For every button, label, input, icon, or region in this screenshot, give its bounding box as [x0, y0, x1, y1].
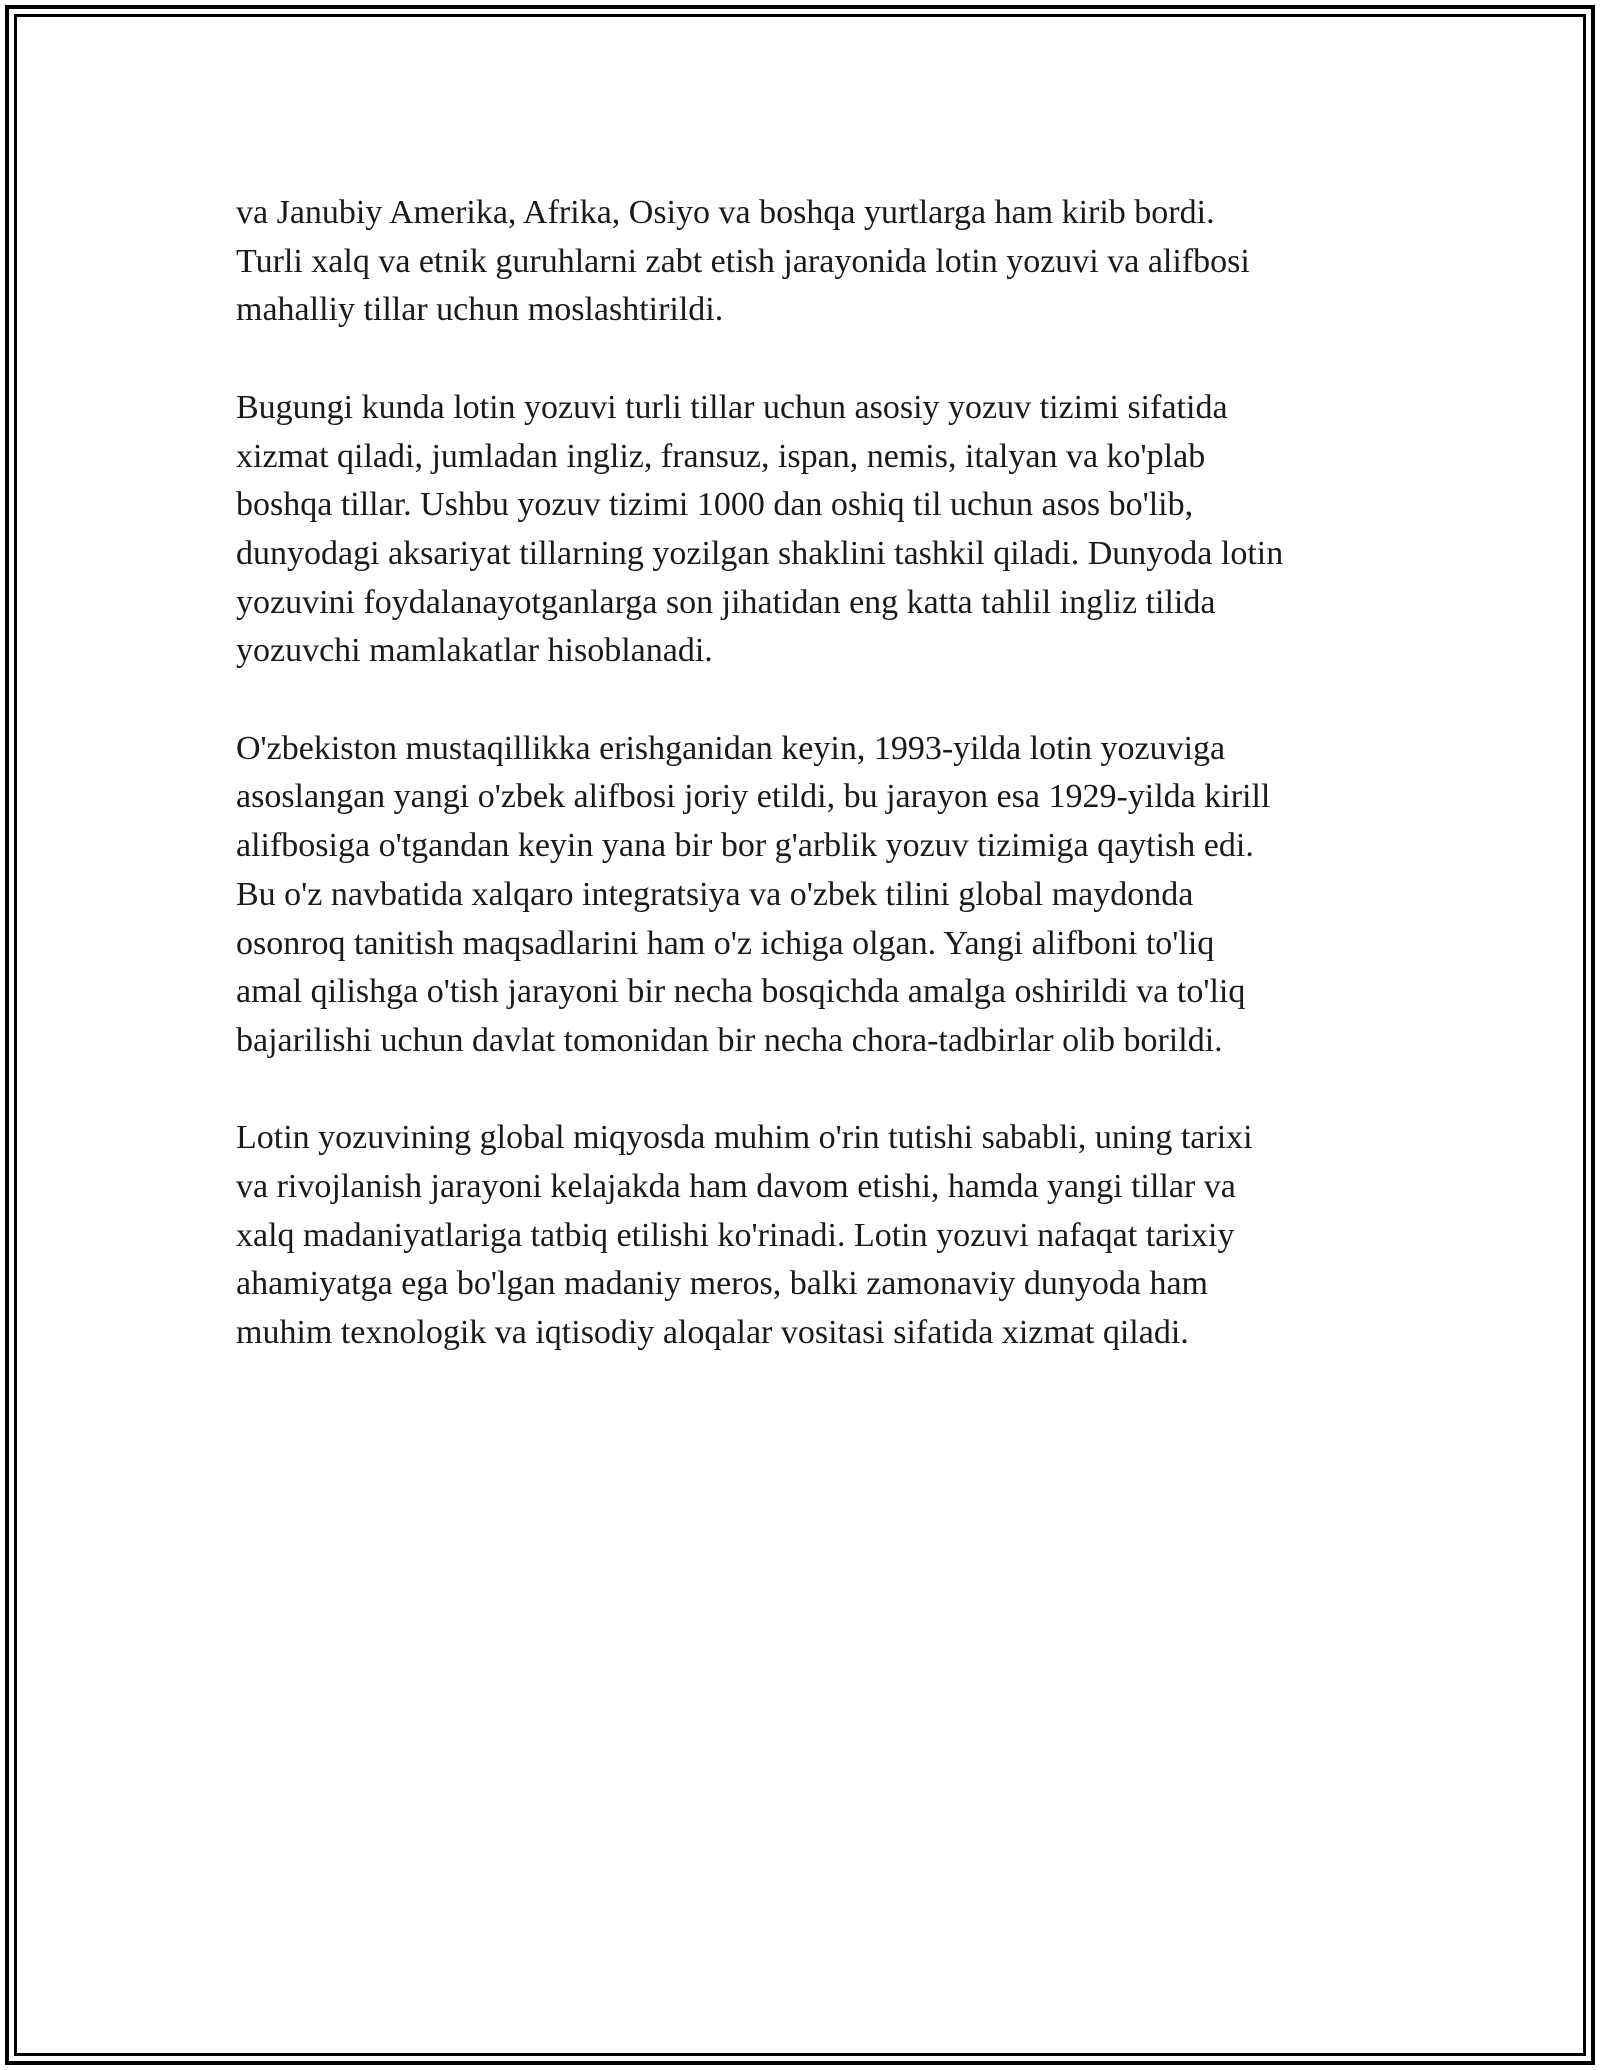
paragraph-3: O'zbekiston mustaqillikka erishganidan keyin, 1993-yilda lotin yozuviga asoslangan yangi o'zbek alifbosi joriy etildi, bu jarayon esa 1929-yilda kirill alifbosiga o'tgandan keyin yana bir bor g'arblik yozuv tizimiga qaytish edi. Bu o'z navbatida xalqaro integratsiya va o'zbek tilini global maydonda osonroq tanitish maqsadlarini ham o'z ichiga olgan. Yangi alifboni to'liq amal qilishga o'tish jarayoni bir necha bosqichda amalga oshirildi va to'liq bajarilishi uchun davlat tomonidan bir necha chora-tadbirlar olib borildi. [236, 729, 1271, 1059]
document-body [236, 189, 1386, 1407]
paragraph-2: Bugungi kunda lotin yozuvi turli tillar uchun asosiy yozuv tizimi sifatida xizmat qiladi, jumladan ingliz, fransuz, ispan, nemis, italyan va ko'plab boshqa tillar. Ushbu yozuv tizimi 1000 dan oshiq til uchun asos bo'lib, dunyodagi aksariyat tillarning yozilgan shaklini tashkil qiladi. Dunyoda lotin yozuvini foydalanayotganlarga son jihatidan eng katta tahlil ingliz tilida yozuvchi mamlakatlar hisoblanadi. [236, 388, 1284, 670]
paragraph-4: Lotin yozuvining global miqyosda muhim o'rin tutishi sababli, uning tarixi va rivojlanish jarayoni kelajakda ham davom etishi, hamda yangi tillar va xalq madaniyatlariga tatbiq etilishi ko'rinadi. Lotin yozuvi nafaqat tarixiy ahamiyatga ega bo'lgan madaniy meros, balki zamonaviy dunyoda ham muhim texnologik va iqtisodiy aloqalar vositasi sifatida xizmat qiladi. [236, 1119, 1253, 1352]
paragraph-1: va Janubiy Amerika, Afrika, Osiyo va boshqa yurtlarga ham kirib bordi. Turli xalq va etnik guruhlarni zabt etish jarayonida lotin yozuvi va alifbosi mahalliy tillar uchun moslashtirildi. [236, 194, 1250, 329]
